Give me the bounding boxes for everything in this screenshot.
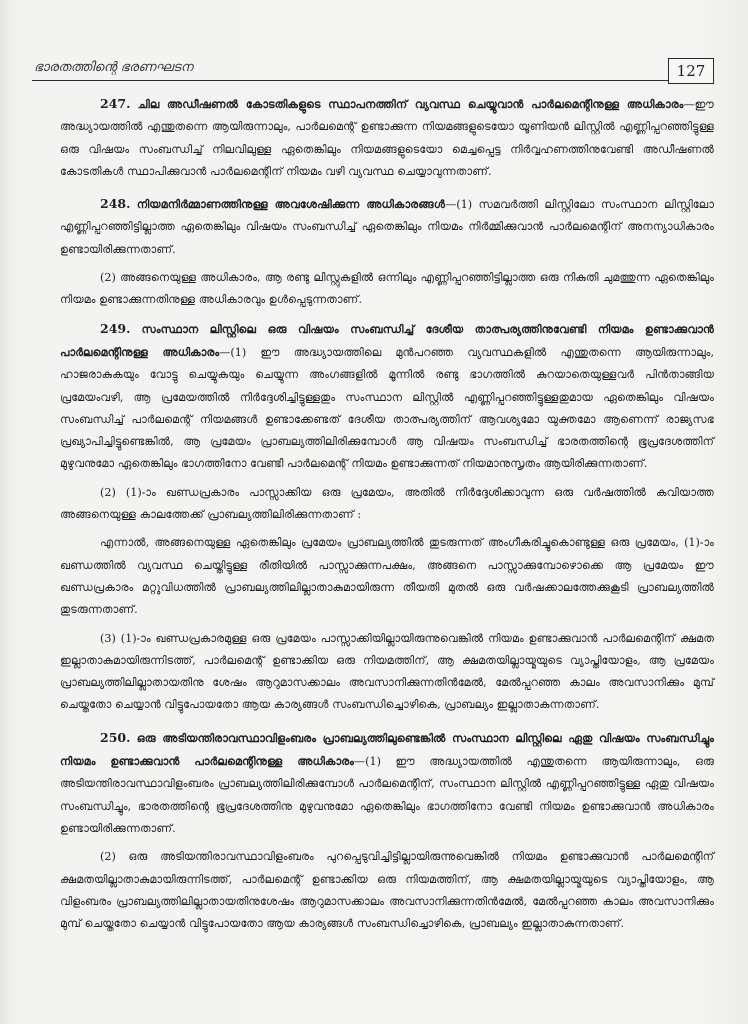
article-247 (60, 93, 714, 183)
article-body: —(1) ഈ അദ്ധ്യായത്തിലെ മുൻപറഞ്ഞ വ്യവസ്ഥകളിൽ എന്തുതന്നെ ആയിരുന്നാലും, ഹാജരാകുകയും വോട്ടു ചെയ്യുകയും ചെയ്യുന്ന അംഗങ്ങളിൽ മൂന്നിൽ രണ്ടു ഭാഗത്തിൽ കുറയാതെയുള്ളവർ പിൻതാങ്ങിയ പ്രമേയംവഴി, ആ പ്രമേയത്തിൽ നിർദ്ദേശിച്ചിട്ടുള്ളതും സംസ്ഥാന ലിസ്റ്റിൽ എണ്ണിപ്പറഞ്ഞിട്ടുള്ളതുമായ ഏതെങ്കിലും വിഷയം സംബന്ധിച്ച് പാർലമെന്റ് നിയമങ്ങൾ ഉണ്ടാക്കേണ്ടത് ദേശീയ താത്പര്യത്തിന് ആവശ്യമോ യുക്തമോ ആണെന്ന് രാജ്യസഭ പ്രഖ്യാപിച്ചിട്ടുണ്ടെങ്കിൽ, ആ പ്രമേയം പ്രാബല്യത്തിലിരിക്കുമ്പോൾ ആ വിഷയം സംബന്ധിച്ച് ഭാരതത്തിന്റെ ഭൂപ്രദേശത്തിന് മുഴുവനുമോ ഏതെങ്കിലും ഭാഗത്തിനോ വേണ്ടി പാർലമെന്റ് നിയമം ഉണ്ടാക്കുന്നത് നിയമാനുസൃതം ആയിരിക്കുന്നതാണ്. (60, 345, 715, 471)
article-clause: (2) (1)-ാം ഖണ്ഡപ്രകാരം പാസ്സാക്കിയ ഒരു പ്രമേയം, അതിൽ നിർദ്ദേശിക്കാവുന്ന ഒരു വർഷത്തിൽ കവിയാത്ത അങ്ങനെയുള്ള കാലത്തേക്ക് പ്രാബല്യത്തിലിരിക്കുന്നതാണ് : (60, 485, 714, 522)
page-header (32, 54, 714, 84)
article-number: 248. (100, 196, 131, 212)
article-heading: നിയമനിർമ്മാണത്തിനുള്ള അവശേഷിക്കുന്ന അധികാരങ്ങൾ (136, 197, 446, 212)
article-proviso: എന്നാൽ, അങ്ങനെയുള്ള ഏതെങ്കിലും പ്രമേയം പ്രാബല്യത്തിൽ തുടരുന്നത് അംഗീകരിച്ചുകൊണ്ടുള്ള ഒരു പ്രമേയം, (1)-ാം ഖണ്ഡത്തിൽ വ്യവസ്ഥ ചെയ്തിട്ടുള്ള രീതിയിൽ പാസ്സാക്കുന്നപക്ഷം, അങ്ങനെ പാസ്സാക്കുമ്പോഴൊക്കെ ആ പ്രമേയം ഈ ഖണ്ഡപ്രകാരം മറ്റുവിധത്തിൽ പ്രാബല്യത്തിലില്ലാതാകുമായിരുന്ന തീയതി മുതൽ ഒരു വർഷക്കാലത്തേക്കുകൂടി പ്രാബല്യത്തിൽ തുടരുന്നതാണ്. (60, 536, 714, 617)
article-clause: (2) ഒരു അടിയന്തിരാവസ്ഥാവിളംബരം പുറപ്പെടുവിച്ചിട്ടില്ലായിരുന്നുവെങ്കിൽ നിയമം ഉണ്ടാക്കുവാൻ പാർലമെന്റിന് ക്ഷമതയില്ലാതാകുമായിരുന്നിടത്ത്, പാർലമെന്റ് ഉണ്ടാക്കിയ ഒരു നിയമത്തിന്, ആ ക്ഷമതയില്ലായ്മയുടെ വ്യാപ്തിയോളം, ആ വിളംബരം പ്രാബല്യത്തിലില്ലാതായതിനുശേഷം ആറുമാസക്കാലം അവസാനിക്കുന്നതിൻമേൽ, മേൽപ്പറഞ്ഞ കാലം അവസാനിക്കും മുമ്പ് ചെയ്തതോ ചെയ്യാൻ വിട്ടുപോയതോ ആയ കാര്യങ്ങൾ സംബന്ധിച്ചൊഴികെ, പ്രാബല്യം ഇല്ലാതാകുന്നതാണ്. (60, 850, 714, 931)
article-clause: (2) അങ്ങനെയുള്ള അധികാരം, ആ രണ്ടു ലിസ്റ്റുകളിൽ ഒന്നിലും എണ്ണിപ്പറഞ്ഞിട്ടില്ലാത്ത ഒരു നികുതി ചുമത്തുന്ന ഏതെങ്കിലും നിയമം ഉണ്ടാക്കുന്നതിനുള്ള അധികാരവും ഉൾപ്പെടുന്നതാണ്. (60, 271, 714, 307)
article-number: 249. (100, 320, 131, 336)
page-number: 127 (668, 58, 714, 84)
article-body: —ഈ അദ്ധ്യായത്തിൽ എന്തുതന്നെ ആയിരുന്നാലും, പാർലമെന്റ് ഉണ്ടാക്കുന്ന നിയമങ്ങളുടെയോ യൂണിയൻ ലിസ്റ്റിൽ എണ്ണിപ്പറഞ്ഞിട്ടുള്ള ഒരു വിഷയം സംബന്ധിച്ച് നിലവിലുള്ള ഏതെങ്കിലും നിയമങ്ങളുടെയോ മെച്ചപ്പെട്ട നിർവ്വഹണത്തിനുവേണ്ടി അഡീഷണൽ കോടതികൾ സ്ഥാപിക്കുവാൻ പാർലമെന്റിന് നിയമം വഴി വ്യവസ്ഥ ചെയ്യാവുന്നതാണ്. (60, 98, 714, 178)
article-249 (60, 318, 714, 476)
header-rule (32, 80, 668, 81)
article-number: 247. (100, 96, 131, 111)
article-body: —(1) ഈ അദ്ധ്യായത്തിൽ എന്തുതന്നെ ആയിരുന്നാലും, ഒരു അടിയന്തിരാവസ്ഥാവിളംബരം പ്രാബല്യത്തിലിരിക്കുമ്പോൾ പാർലമെന്റിന്, സംസ്ഥാന ലിസ്റ്റിൽ എണ്ണിപ്പറഞ്ഞിട്ടുള്ള ഏതു വിഷയം സംബന്ധിച്ചും, ഭാരതത്തിന്റെ ഭൂപ്രദേശത്തിനു മുഴുവനുമോ ഏതെങ്കിലും ഭാഗത്തിനോ വേണ്ടി നിയമം ഉണ്ടാക്കുവാൻ അധികാരം ഉണ്ടായിരിക്കുന്നതാണ്. (60, 755, 714, 835)
article-number: 250. (100, 729, 131, 745)
page-body (60, 93, 714, 980)
article-clause: (3) (1)-ാം ഖണ്ഡപ്രകാരമുള്ള ഒരു പ്രമേയം പാസ്സാക്കിയില്ലായിരുന്നുവെങ്കിൽ നിയമം ഉണ്ടാക്കുവാൻ പാർലമെന്റിന് ക്ഷമത ഇല്ലാതാകുമായിരുന്നിടത്ത്, പാർലമെന്റ് ഉണ്ടാക്കിയ ഒരു നിയമത്തിന്, ആ ക്ഷമതയില്ലായ്മയുടെ വ്യാപ്തിയോളം, ആ പ്രമേയം പ്രാബല്യത്തിലില്ലാതായതിനു ശേഷം ആറുമാസക്കാലം അവസാനിക്കുന്നതിൻമേൽ, മേൽപ്പറഞ്ഞ കാലം അവസാനിക്കും മുമ്പ് ചെയ്തതോ ചെയ്യാൻ വിട്ടുപോയതോ ആയ കാര്യങ്ങൾ സംബന്ധിച്ചൊഴികെ, പ്രാബല്യം ഇല്ലാതാകുന്നതാണ്. (60, 631, 714, 712)
article-heading: സംസ്ഥാന ലിസ്റ്റിലെ ഒരു വിഷയം സംബന്ധിച്ച് ദേശീയ താത്പര്യത്തിനുവേണ്ടി നിയമം ഉണ്ടാക്കുവാൻ പാർലമെന്റിനുള്ള അധികാരം (60, 321, 714, 359)
article-body: —(1) സമവർത്തി ലിസ്റ്റിലോ സംസ്ഥാന ലിസ്റ്റിലോ എണ്ണിപ്പറഞ്ഞിട്ടില്ലാത്ത ഏതെങ്കിലും വിഷയം സംബന്ധിച്ച് ഏതെങ്കിലും നിയമം നിർമ്മിക്കുവാൻ പാർലമെന്റിന് അനന്യാധികാരം ഉണ്ടായിരിക്കുന്നതാണ്. (60, 198, 714, 256)
article-heading: ഒരു അടിയന്തിരാവസ്ഥാവിളംബരം പ്രാബല്യത്തിലുണ്ടെങ്കിൽ സംസ്ഥാന ലിസ്റ്റിലെ ഏതു വിഷയം സംബന്ധിച്ചും നിയമം ഉണ്ടാക്കുവാൻ പാർലമെന്റിനുള്ള അധികാരം (60, 730, 714, 769)
running-head: ഭാരതത്തിന്റെ ഭരണഘടന (34, 60, 193, 75)
article-250 (60, 727, 714, 840)
article-heading: ചില അഡീഷണൽ കോടതികളുടെ സ്ഥാപനത്തിന് വ്യവസ്ഥ ചെയ്യുവാൻ പാർലമെന്റിനുള്ള അധികാരം (137, 97, 684, 111)
article-248 (60, 193, 714, 261)
